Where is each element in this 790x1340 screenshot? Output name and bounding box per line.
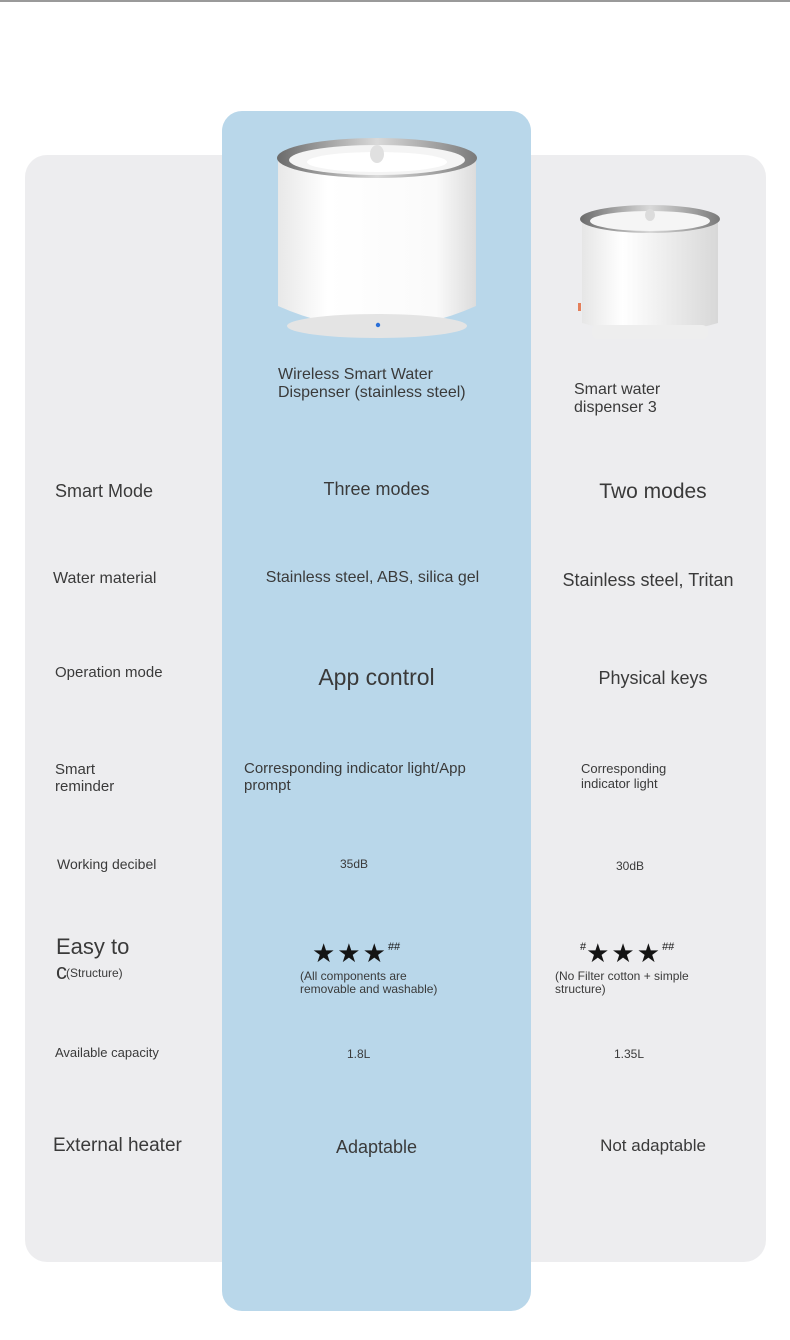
- row-label-smart-mode: Smart Mode: [55, 481, 154, 501]
- row-label-external-heater: External heater: [53, 1135, 182, 1156]
- featured-working-decibel: 35dB: [340, 857, 369, 871]
- compare-dispenser-image: [578, 203, 722, 349]
- compare-available-capacity: 1.35L: [614, 1047, 645, 1061]
- featured-external-heater: Adaptable: [335, 1137, 418, 1157]
- compare-smart-mode: Two modes: [599, 480, 707, 503]
- compare-operation-mode: Physical keys: [598, 668, 708, 688]
- compare-easy-to-clean: (No Filter cotton + simple structure): [555, 969, 689, 996]
- compare-working-decibel: 30dB: [616, 859, 645, 873]
- featured-dispenser-image: [270, 136, 484, 342]
- featured-available-capacity: 1.8L: [347, 1047, 371, 1061]
- row-label-operation-mode: Operation mode: [55, 664, 163, 681]
- compare-product-name: Smart water dispenser 3: [574, 381, 661, 416]
- compare-star-mark: ##: [662, 941, 675, 953]
- compare-smart-reminder: Corresponding indicator light: [581, 761, 667, 791]
- compare-water-material: Stainless steel, Tritan: [562, 570, 734, 590]
- compare-star-mark-left: #: [580, 941, 587, 953]
- featured-star-mark: ##: [387, 941, 401, 953]
- featured-clean-rating: [312, 940, 400, 966]
- row-label-easy-to-clean: Easy to c: [56, 934, 130, 984]
- compare-external-heater: Not adaptable: [600, 1136, 706, 1155]
- featured-easy-to-clean: (All components are removable and washable): [300, 969, 438, 996]
- row-label-smart-reminder: Smart reminder: [55, 761, 115, 795]
- row-label-water-material: Water material: [53, 570, 157, 587]
- row-label-available-capacity: Available capacity: [55, 1045, 159, 1060]
- featured-smart-reminder: Corresponding indicator light/App prompt: [244, 760, 466, 794]
- row-label-working-decibel: Working decibel: [57, 856, 157, 872]
- top-border-line: [0, 0, 790, 2]
- featured-operation-mode: App control: [318, 664, 435, 690]
- featured-product-name: Wireless Smart Water Dispenser (stainless steel): [278, 366, 466, 401]
- compare-star-icons: ★★★: [586, 938, 663, 968]
- featured-water-material: Stainless steel, ABS, silica gel: [265, 569, 480, 586]
- featured-star-icons: ★★★: [312, 938, 388, 968]
- row-label-easy-to-clean-sub: (Structure): [66, 966, 123, 980]
- featured-smart-mode: Three modes: [323, 479, 430, 499]
- compare-clean-rating: [580, 940, 674, 966]
